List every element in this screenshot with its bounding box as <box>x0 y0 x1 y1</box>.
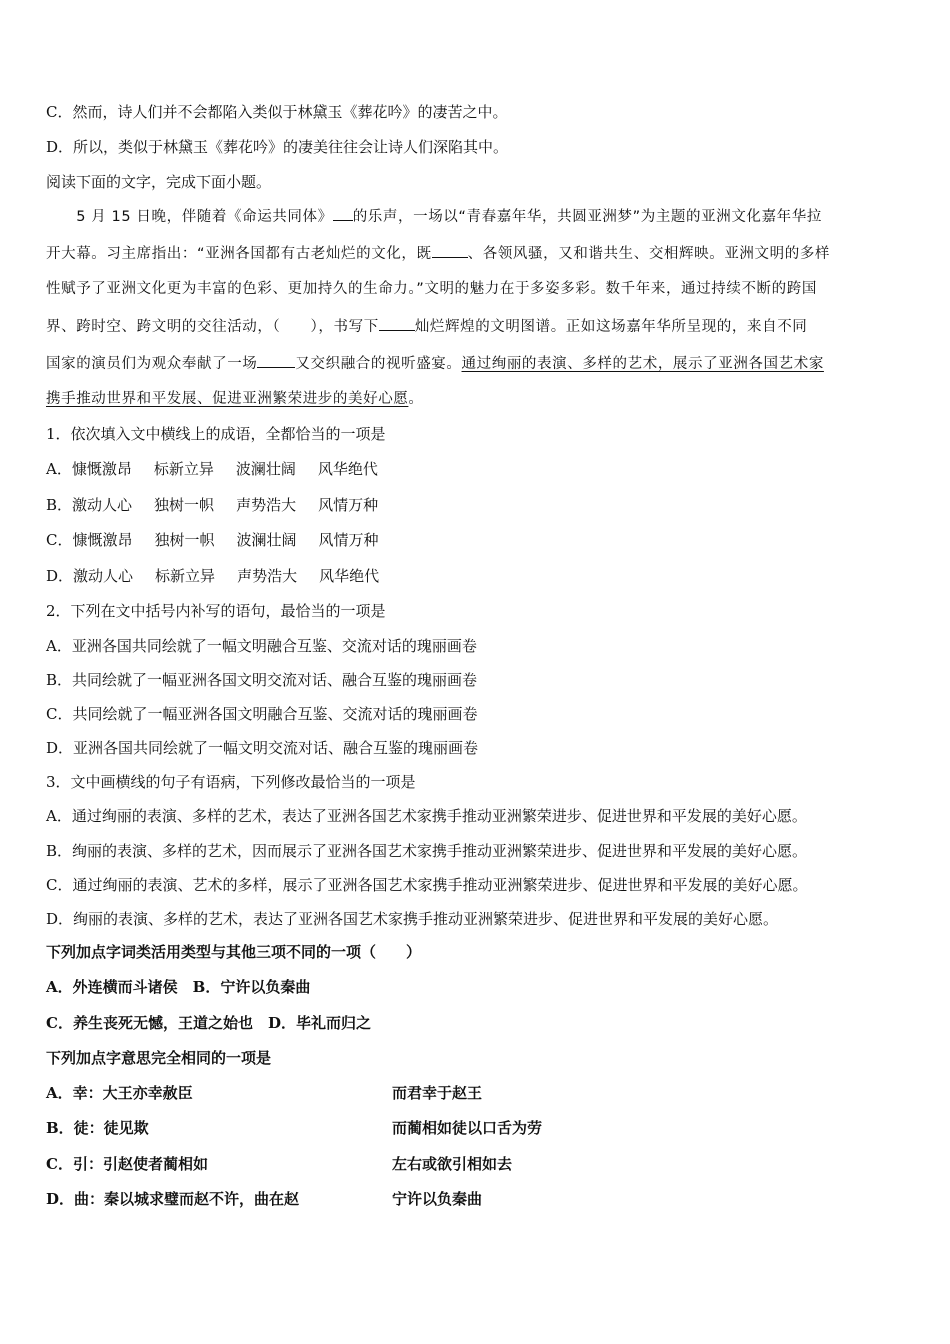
option-left: D．曲：秦以城求璧而赵不许，曲在赵 <box>46 1190 300 1208</box>
option-right: 左右或欲引相如去 <box>392 1155 513 1173</box>
q2-option-a[interactable]: A．亚洲各国共同绘就了一幅文明融合互鉴、交流对话的瑰丽画卷 <box>46 637 477 655</box>
option-word: 独树一帜 <box>154 531 215 549</box>
option-right: 宁许以负秦曲 <box>392 1190 483 1208</box>
passage-text: 界、跨时空、跨文明的交往活动，（ ），书写下 <box>46 319 379 335</box>
option-left: C．引：引赵使者蔺相如 <box>46 1155 208 1173</box>
q4-options-cd[interactable]: C．养生丧死无憾，王道之始也 D．毕礼而归之 <box>46 1014 371 1032</box>
passage-line-3: 性赋予了亚洲文化更为丰富的色彩、更加持久的生命力。”文明的魅力在于多姿多彩。数千年来，通过持续不断的跨国 <box>46 281 817 297</box>
option-word: 慷慨激昂 <box>72 531 133 549</box>
option-word: 声势浩大 <box>236 496 297 514</box>
option-word: 风华绝代 <box>317 460 378 478</box>
q5-option-c[interactable] <box>46 1154 906 1174</box>
q1-option-a[interactable] <box>46 459 906 479</box>
passage-line-1 <box>46 206 906 227</box>
passage-line-5 <box>46 353 906 374</box>
passage-text: 又交织融合的视听盛宴。 <box>295 356 462 372</box>
option-word: 独树一帜 <box>154 496 215 514</box>
q3-option-d[interactable]: D．绚丽的表演、多样的艺术，表达了亚洲各国艺术家携手推动亚洲繁荣进步、促进世界和平发展的美好心愿。 <box>46 910 779 928</box>
option-right: 而蔺相如徒以口舌为劳 <box>392 1119 543 1137</box>
option-word: 风情万种 <box>318 496 379 514</box>
q1-option-c[interactable] <box>46 530 906 550</box>
option-word: 波澜壮阔 <box>235 460 296 478</box>
reading-instruction: 阅读下面的文字，完成下面小题。 <box>46 173 272 191</box>
option-label: C． <box>46 531 73 549</box>
passage-line-6 <box>46 389 906 409</box>
q3-option-b[interactable]: B．绚丽的表演、多样的艺术，因而展示了亚洲各国艺术家携手推动亚洲繁荣进步、促进世界和平发展的美好心愿。 <box>46 842 808 860</box>
underlined-sentence: 携手推动世界和平发展、促进亚洲繁荣进步的美好心愿 <box>46 391 409 407</box>
option-word: 波澜壮阔 <box>236 531 297 549</box>
blank-2 <box>432 243 468 258</box>
prev-option-d: D．所以，类似于林黛玉《葬花吟》的凄美往往会让诗人们深陷其中。 <box>46 138 509 156</box>
q4-options-ab[interactable]: A．外连横而斗诸侯 B．宁许以负秦曲 <box>46 978 311 996</box>
q2-option-d[interactable]: D．亚洲各国共同绘就了一幅文明交流对话、融合互鉴的瑰丽画卷 <box>46 739 479 757</box>
q1-option-d[interactable] <box>46 566 906 586</box>
q3-option-c[interactable]: C．通过绚丽的表演、艺术的多样，展示了亚洲各国艺术家携手推动亚洲繁荣进步、促进世界和平发展的美好心愿。 <box>46 876 808 894</box>
q1-option-b[interactable] <box>46 495 906 515</box>
passage-text: 开大幕。习主席指出：“亚洲各国都有古老灿烂的文化，既 <box>46 246 432 262</box>
option-label: D． <box>46 567 74 585</box>
option-left: B．徒：徒见欺 <box>46 1119 149 1137</box>
blank-3 <box>379 316 415 331</box>
q5-option-a[interactable] <box>46 1083 906 1103</box>
option-word: 风华绝代 <box>319 567 380 585</box>
blank-4 <box>257 353 295 368</box>
option-word: 声势浩大 <box>237 567 298 585</box>
option-word: 标新立异 <box>153 460 214 478</box>
passage-line-4 <box>46 316 906 337</box>
passage-text: 。 <box>408 391 424 407</box>
option-label: A． <box>46 460 72 478</box>
option-word: 风情万种 <box>318 531 379 549</box>
option-word: 激动人心 <box>72 496 133 514</box>
passage-text: 灿烂辉煌的文明图谱。正如这场嘉年华所呈现的，来自不同 <box>414 319 808 335</box>
passage-text: 、各领风骚，又和谐共生、交相辉映。亚洲文明的多样 <box>467 246 831 262</box>
q5-option-d[interactable] <box>46 1189 906 1209</box>
option-word: 慷慨激昂 <box>71 460 132 478</box>
option-word: 标新立异 <box>155 567 216 585</box>
q5-stem: 下列加点字意思完全相同的一项是 <box>46 1049 272 1067</box>
blank-1 <box>333 206 353 221</box>
q1-stem: 1．依次填入文中横线上的成语，全都恰当的一项是 <box>46 425 386 443</box>
option-word: 激动人心 <box>73 567 134 585</box>
underlined-sentence: 通过绚丽的表演、多样的艺术，展示了亚洲各国艺术家 <box>461 356 824 372</box>
option-label: B． <box>46 496 73 514</box>
prev-option-c: C．然而，诗人们并不会都陷入类似于林黛玉《葬花吟》的凄苦之中。 <box>46 103 508 121</box>
q4-stem: 下列加点字词类活用类型与其他三项不同的一项（ ） <box>46 943 422 961</box>
passage-text: 国家的演员们为观众奉献了一场 <box>46 356 258 372</box>
q3-stem: 3．文中画横线的句子有语病，下列修改最恰当的一项是 <box>46 773 416 791</box>
passage-line-2 <box>46 243 906 264</box>
passage-text: 5 月 15 日晚，伴随着《命运共同体》 <box>46 209 333 225</box>
option-left: A．幸：大王亦幸赦臣 <box>46 1084 193 1102</box>
q3-option-a[interactable]: A．通过绚丽的表演、多样的艺术，表达了亚洲各国艺术家携手推动亚洲繁荣进步、促进世界和平发展的美好心愿。 <box>46 807 807 825</box>
q5-option-b[interactable] <box>46 1118 906 1138</box>
q2-stem: 2．下列在文中括号内补写的语句，最恰当的一项是 <box>46 602 386 620</box>
q2-option-c[interactable]: C．共同绘就了一幅亚洲各国文明融合互鉴、交流对话的瑰丽画卷 <box>46 705 478 723</box>
option-right: 而君幸于赵王 <box>392 1084 483 1102</box>
q2-option-b[interactable]: B．共同绘就了一幅亚洲各国文明交流对话、融合互鉴的瑰丽画卷 <box>46 671 478 689</box>
passage-text: 的乐声，一场以“青春嘉年华，共圆亚洲梦”为主题的亚洲文化嘉年华拉 <box>352 209 822 225</box>
